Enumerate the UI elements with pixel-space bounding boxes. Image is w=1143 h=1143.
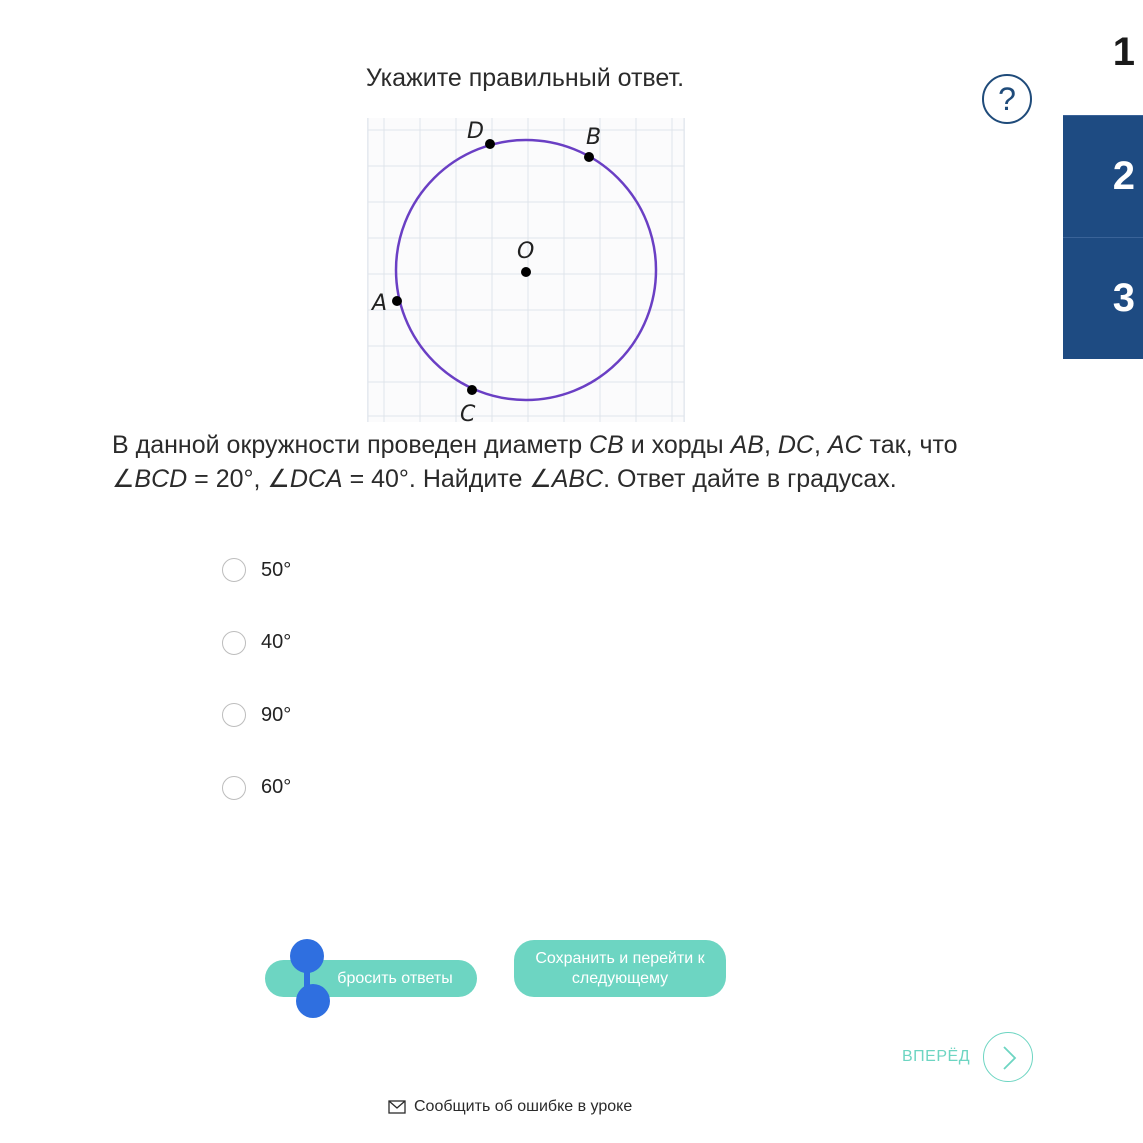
option-label: 50° [261,558,292,581]
point-D [485,139,495,149]
forward-link[interactable]: ВПЕРЁД [902,1048,971,1065]
radio-button[interactable] [222,558,246,582]
label-D: D [467,119,484,144]
statement-text: = 20°, ∠ [187,465,290,493]
tab-label: 1 [1112,30,1135,74]
label-A: A [372,291,388,316]
save-and-next-button[interactable] [514,940,726,997]
segment-cb: CB [589,431,624,459]
label-B: B [586,125,602,150]
answer-options [222,552,291,842]
statement-text: так, что ∠ [112,431,958,493]
task-statement [112,428,972,496]
tab-label: 3 [1112,276,1135,320]
task-title: Укажите правильный ответ. [365,64,685,92]
label-O: O [517,239,535,264]
statement-text: В данной окружности проведен диаметр [112,431,590,459]
label-C: C [460,402,476,427]
segment-dc: DC [777,431,814,459]
radio-button[interactable] [222,776,246,800]
point-O [521,267,531,277]
answer-option[interactable] [222,770,291,806]
option-label: 60° [261,776,292,798]
tab-task-1[interactable] [1063,0,1143,115]
statement-text: , [763,431,778,459]
chevron-right-icon [984,1033,1034,1083]
option-label: 40° [261,631,292,653]
task-tabs [1063,0,1143,359]
help-button[interactable] [982,74,1032,124]
tab-task-2[interactable] [1063,115,1143,237]
reset-button-label: бросить ответы [337,969,453,987]
envelope-icon [388,1100,406,1114]
radio-button[interactable] [222,631,246,655]
statement-text: . Ответ дайте в градусах. [603,465,897,493]
report-error-link[interactable] [388,1098,632,1116]
angle-abc: ABC [551,465,604,493]
selection-handle-end[interactable] [296,984,330,1018]
selection-handle-start[interactable] [290,939,324,973]
point-A [392,296,402,306]
question-mark-icon: ? [998,80,1016,117]
radio-button[interactable] [222,703,246,727]
save-button-label: Сохранить и перейти к следующему [535,949,705,987]
statement-text: , [813,431,828,459]
circle-figure [360,110,690,430]
answer-option[interactable] [222,552,291,588]
segment-ab: AB [730,431,764,459]
point-C [467,385,477,395]
forward-button[interactable] [983,1032,1033,1082]
point-B [584,152,594,162]
answer-option[interactable] [222,625,291,661]
angle-bcd: BCD [134,465,188,493]
statement-text: = 40°. Найдите ∠ [342,465,552,493]
tab-label: 2 [1112,154,1135,198]
report-label: Сообщить об ошибке в уроке [414,1098,633,1115]
tab-task-3[interactable] [1063,237,1143,359]
angle-dca: DCA [289,465,343,493]
option-label: 90° [261,703,292,726]
statement-text: и хорды [623,431,731,459]
segment-ac: AC [827,431,863,459]
answer-option[interactable] [222,697,291,733]
circle-diagram [360,110,690,430]
